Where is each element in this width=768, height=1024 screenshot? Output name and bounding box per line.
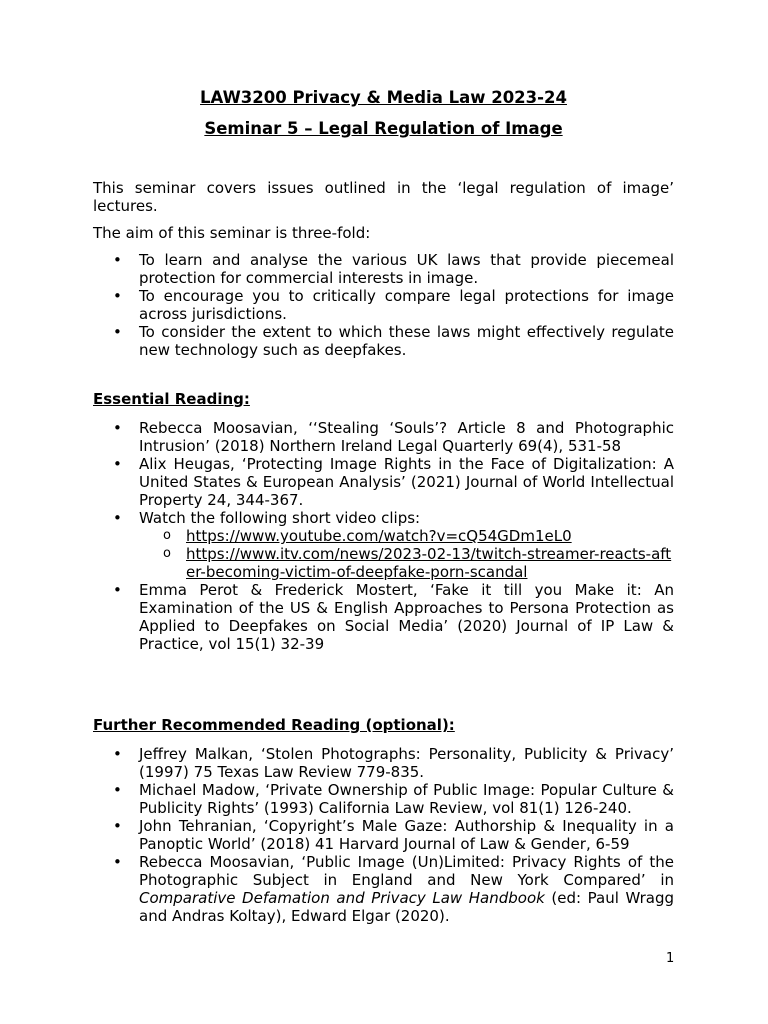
circle-bullet-icon: o (163, 528, 171, 543)
bullet-icon: • (113, 509, 122, 527)
aims-list (93, 251, 674, 359)
bullet-icon: • (113, 287, 122, 305)
further-reading-section (93, 716, 674, 925)
document-title: LAW3200 Privacy & Media Law 2023-24 (200, 88, 567, 107)
bullet-icon: • (113, 745, 122, 763)
bullet-icon: • (113, 419, 122, 437)
bullet-icon: • (113, 817, 122, 835)
list-item: • John Tehranian, ‘Copyright’s Male Gaze: Authorship & Inequality in a Panoptic World’ (2018) 41 Harvard Journal of Law & Gender, 6-59 (113, 817, 674, 853)
bullet-icon: • (113, 251, 122, 269)
bullet-icon: • (113, 581, 122, 599)
essential-reading-list (93, 419, 674, 653)
bullet-icon: • (113, 455, 122, 473)
aims-intro: The aim of this seminar is three-fold: (93, 224, 371, 242)
bullet-icon: • (113, 323, 122, 341)
list-item: • Emma Perot & Frederick Mostert, ‘Fake it till you Make it: An Examination of the US & English Approaches to Persona Protection as Applied to Deepfakes on Social Media’ (2020) Journal of IP Law & Practice, vol 15(1) 32-39 (113, 581, 674, 653)
bullet-icon: • (113, 853, 122, 871)
list-item: • Rebecca Moosavian, ‘Public Image (Un)Limited: Privacy Rights of the Photographic Subject in England and New York Compared’ in Comparative Defamation and Privacy Law Handbook (ed: Paul Wragg and Andras Koltay), Edward Elgar (2020). (113, 853, 674, 925)
list-item: • Rebecca Moosavian, ‘‘Stealing ‘Souls’? Article 8 and Photographic Intrusion’ (2018) Northern Ireland Legal Quarterly 69(4), 531-58 (113, 419, 674, 455)
bullet-icon: • (113, 781, 122, 799)
intro-section (93, 179, 674, 215)
itv-link[interactable]: https://www.itv.com/news/2023-02-13/twitch-streamer-reacts-after-becoming-victim-of-deepfake-porn-scandal (186, 545, 672, 581)
list-item: • Jeffrey Malkan, ‘Stolen Photographs: Personality, Publicity & Privacy’ (1997) 75 Texas Law Review 779-835. (113, 745, 674, 781)
list-item (139, 527, 674, 545)
youtube-link[interactable]: https://www.youtube.com/watch?v=cQ54GDm1eL0 (186, 527, 572, 545)
circle-bullet-icon: o (163, 546, 171, 561)
video-links-list (139, 527, 674, 581)
list-item: • Watch the following short video clips: o https://www.youtube.com/watch?v=cQ54GDm1eL0 o https://www.itv.com/news/2023-02-13/twitch-streamer-reacts-after-becoming-victim-of-deepfake-porn-scandal (93, 509, 674, 581)
list-item: • To encourage you to critically compare legal protections for image across jurisdictions. (113, 287, 674, 323)
seminar-title: Seminar 5 – Legal Regulation of Image (204, 119, 563, 138)
list-item: • To learn and analyse the various UK laws that provide piecemeal protection for commercial interests in image. (113, 251, 674, 287)
book-title: Comparative Defamation and Privacy Law Handbook (139, 889, 545, 907)
intro-paragraph: This seminar covers issues outlined in the ‘legal regulation of image’ lectures. (93, 179, 674, 215)
essential-reading-section (93, 390, 674, 653)
list-item: • To consider the extent to which these laws might effectively regulate new technology such as deepfakes. (113, 323, 674, 359)
aims-section (93, 224, 674, 359)
page-number: 1 (666, 951, 675, 966)
further-reading-heading: Further Recommended Reading (optional): (93, 716, 455, 734)
list-item: • Alix Heugas, ‘Protecting Image Rights in the Face of Digitalization: A United States & European Analysis’ (2021) Journal of World Intellectual Property 24, 344-367. (113, 455, 674, 509)
list-item: • Michael Madow, ‘Private Ownership of Public Image: Popular Culture & Publicity Rights’ (1993) California Law Review, vol 81(1) 126-240. (113, 781, 674, 817)
further-reading-list (93, 745, 674, 925)
list-item (139, 545, 674, 581)
essential-reading-heading: Essential Reading: (93, 390, 250, 408)
